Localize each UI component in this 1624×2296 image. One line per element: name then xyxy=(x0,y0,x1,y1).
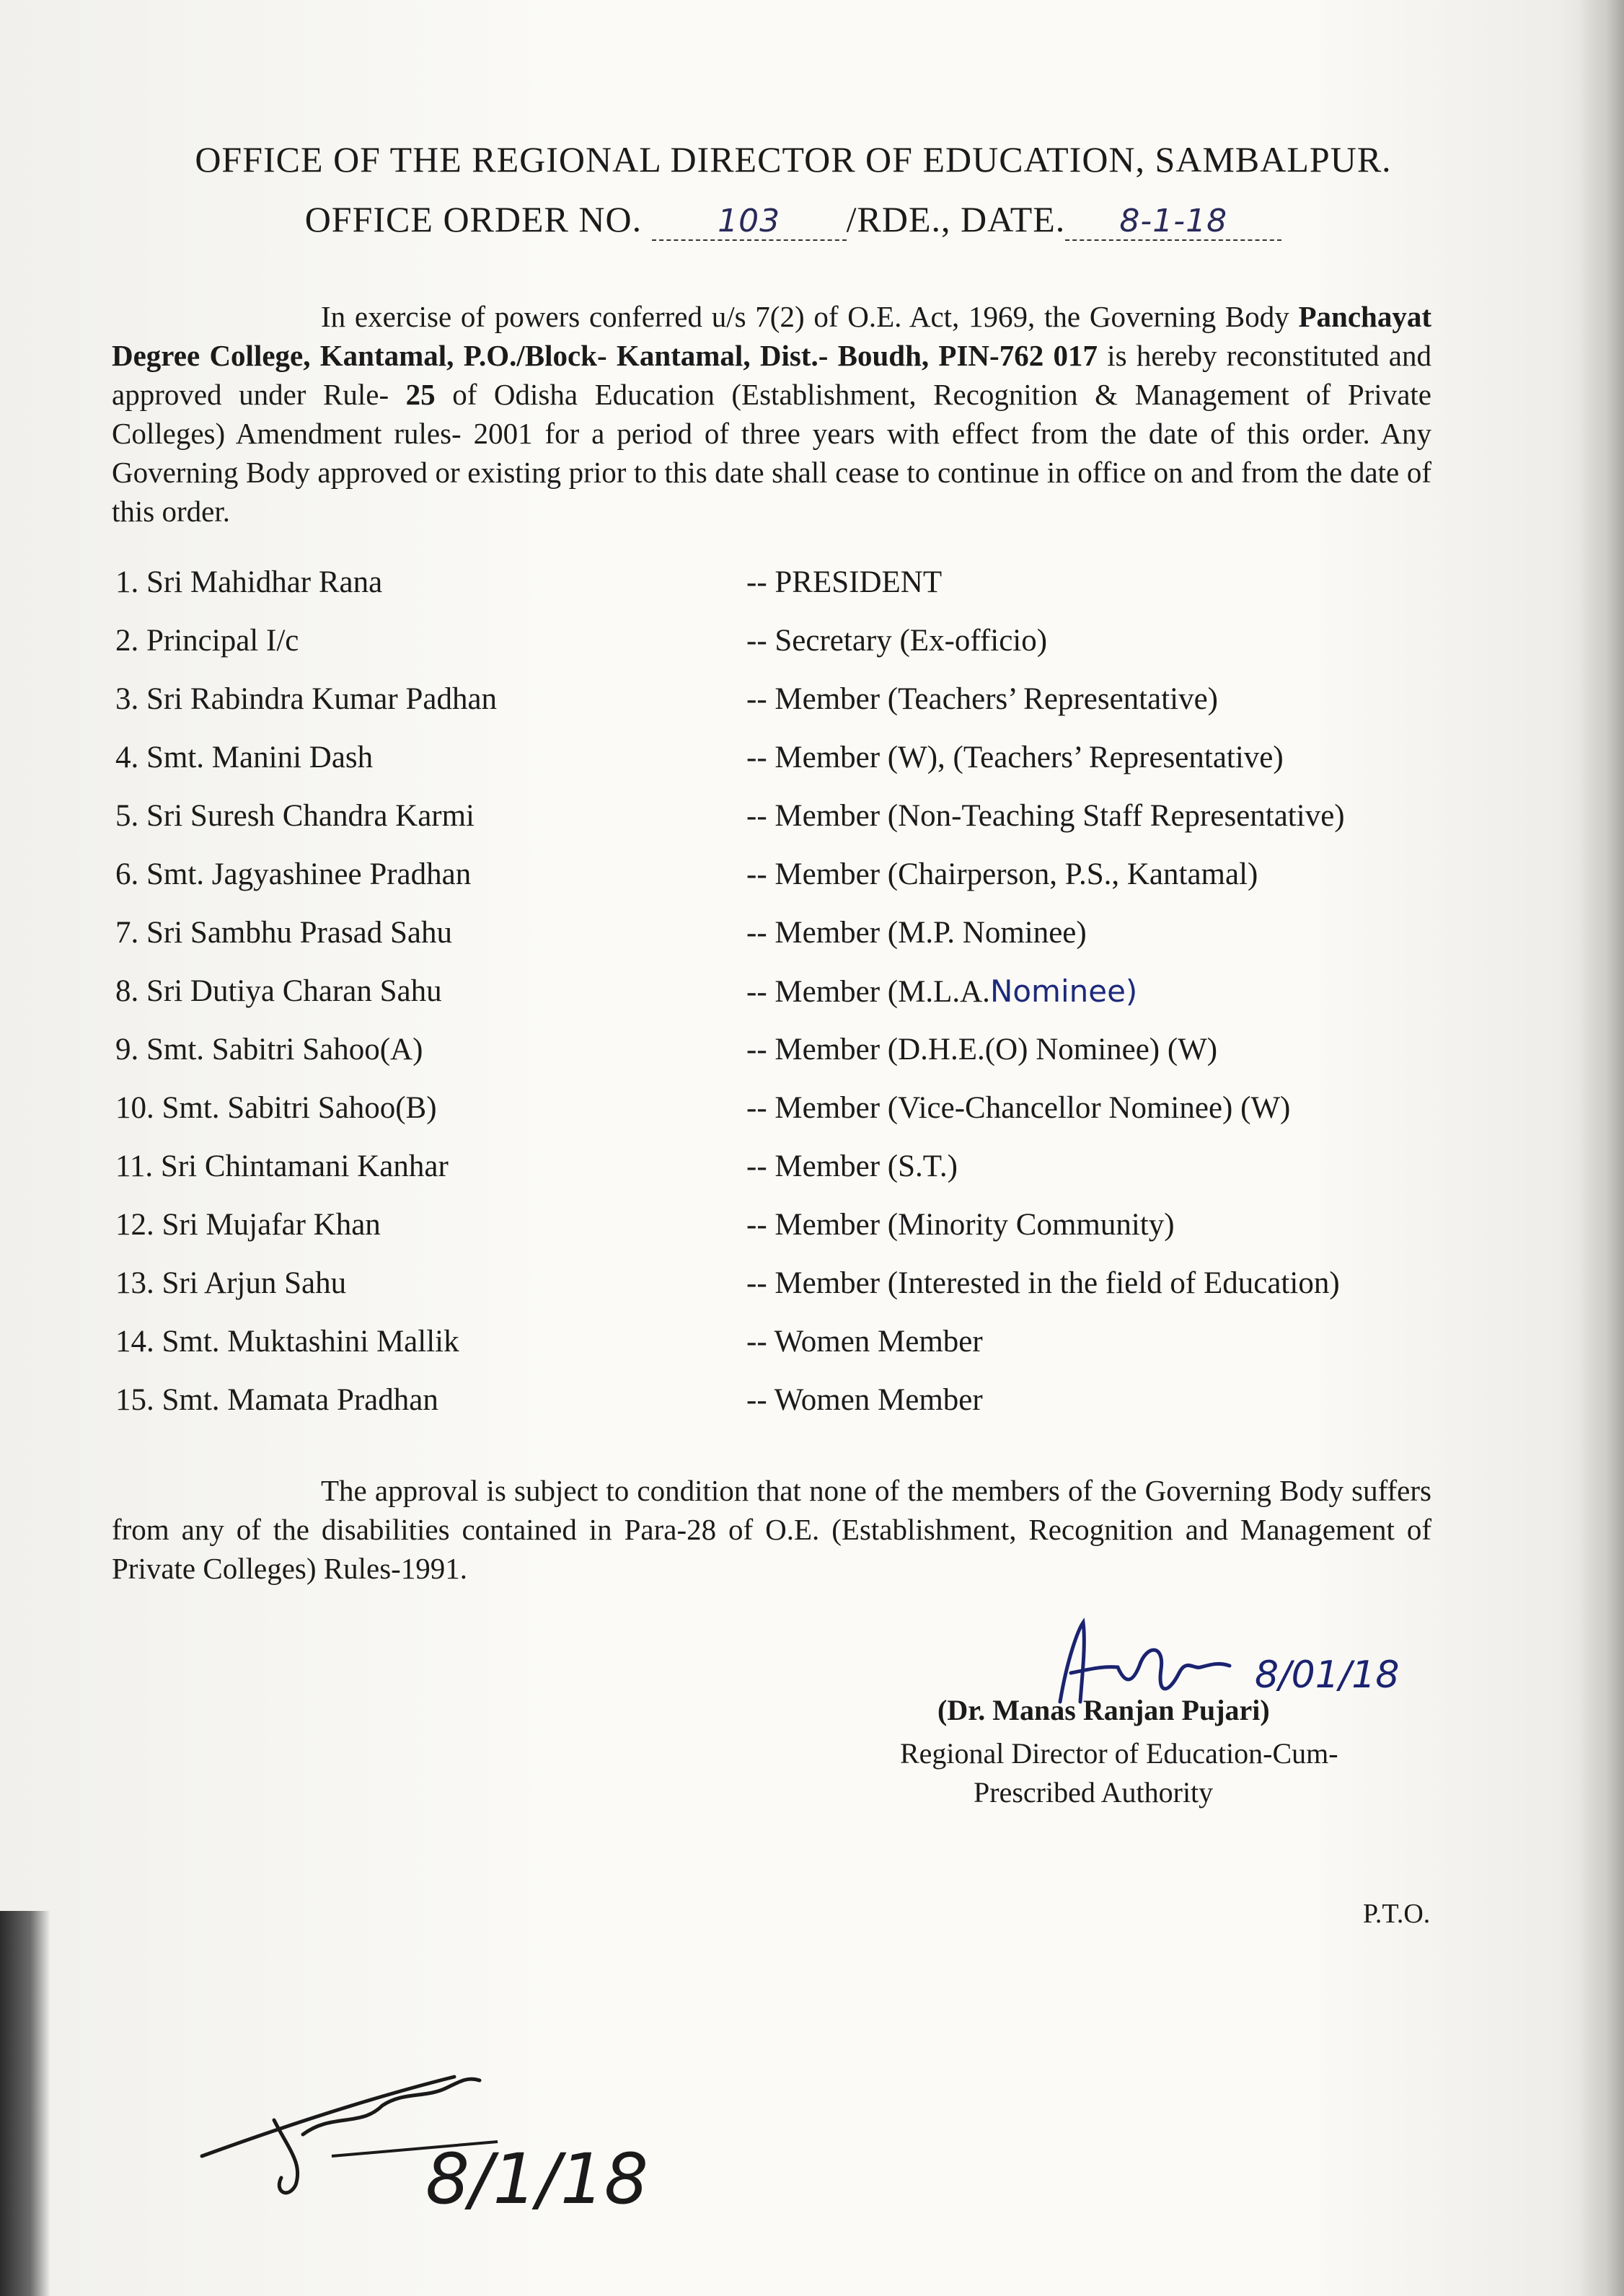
member-name: 8. Sri Dutiya Charan Sahu xyxy=(115,974,442,1008)
member-name: 9. Smt. Sabitri Sahoo(A) xyxy=(115,1033,423,1067)
list-item xyxy=(115,1149,1486,1207)
receipt-date: 8/1/18 xyxy=(425,2139,648,2220)
list-item xyxy=(115,1382,1486,1441)
pto-label: P.T.O. xyxy=(1363,1899,1431,1929)
member-name: 5. Sri Suresh Chandra Karmi xyxy=(115,799,475,833)
condition-text: The approval is subject to condition that none of the members of the Governing Body suffers from any of the disabilities contained in Para-28 of O.E. (Establishment, Recognition and Management of Private Colleges) Rules-1991. xyxy=(112,1474,1431,1585)
order-number-line xyxy=(108,198,1478,241)
member-name: 15. Smt. Mamata Pradhan xyxy=(115,1383,438,1417)
member-role: -- Member (M.P. Nominee) xyxy=(746,916,1087,950)
intro-after-college: is hereby reconstituted and approved under Rule- xyxy=(112,339,1431,411)
list-item xyxy=(115,740,1486,798)
receipt-signature xyxy=(195,2048,714,2221)
member-role: -- Women Member xyxy=(746,1383,983,1417)
signature-date: 8/01/18 xyxy=(1255,1653,1400,1697)
member-name: 13. Sri Arjun Sahu xyxy=(115,1266,347,1300)
list-item xyxy=(115,1266,1486,1324)
member-name: 10. Smt. Sabitri Sahoo(B) xyxy=(115,1091,437,1125)
intro-line1: In exercise of powers conferred u/s 7(2) of O.E. Act, 1969, the Governing Body xyxy=(321,300,1289,333)
list-item xyxy=(115,1090,1486,1149)
member-name: 4. Smt. Manini Dash xyxy=(115,741,374,774)
signatory-title: Regional Director of Education-Cum- xyxy=(900,1737,1338,1770)
intro-rest: of Odisha Education (Establishment, Recognition & Management of Private Colleges) Amendment rules- 2001 for a period of three years with effect from the date of this order. Any Governing Body approved or existing prior to this date shall cease to continue in office on and from the date of this order. xyxy=(112,378,1431,528)
member-role: -- Member (M.L.A. xyxy=(746,975,990,1009)
member-role: -- Women Member xyxy=(746,1325,983,1359)
intro-paragraph xyxy=(112,297,1431,531)
member-role: -- Member (D.H.E.(O) Nominee) (W) xyxy=(746,1033,1218,1067)
list-item xyxy=(115,565,1486,623)
member-name: 11. Sri Chintamani Kanhar xyxy=(115,1149,449,1183)
office-heading: OFFICE OF THE REGIONAL DIRECTOR OF EDUCATION, SAMBALPUR. xyxy=(195,139,1392,180)
order-mid: /RDE., DATE. xyxy=(846,199,1066,239)
list-item xyxy=(115,623,1486,681)
page-edge-shadow xyxy=(1579,0,1624,2296)
list-item xyxy=(115,798,1486,857)
handwritten-role: Nominee) xyxy=(989,973,1138,1009)
list-item xyxy=(115,1324,1486,1382)
member-role: -- PRESIDENT xyxy=(746,565,943,599)
member-list xyxy=(115,565,1486,1441)
condition-paragraph xyxy=(112,1471,1431,1588)
signatory-name: (Dr. Manas Ranjan Pujari) xyxy=(937,1694,1270,1726)
member-role: -- Member (Minority Community) xyxy=(746,1208,1175,1242)
order-number: 103 xyxy=(652,203,847,241)
member-name: 1. Sri Mahidhar Rana xyxy=(115,565,383,599)
list-item xyxy=(115,1207,1486,1266)
member-role: -- Secretary (Ex-officio) xyxy=(746,624,1048,658)
scan-shadow xyxy=(0,1911,50,2296)
member-role: -- Member (Teachers’ Representative) xyxy=(746,682,1218,716)
member-name: 12. Sri Mujafar Khan xyxy=(115,1208,381,1242)
member-role: -- Member (S.T.) xyxy=(746,1149,958,1183)
list-item xyxy=(115,1032,1486,1090)
member-name: 3. Sri Rabindra Kumar Padhan xyxy=(115,682,498,716)
list-item xyxy=(115,915,1486,973)
list-item xyxy=(115,973,1486,1032)
member-role: -- Member (Interested in the field of Education) xyxy=(746,1266,1340,1300)
member-role: -- Member (Vice-Chancellor Nominee) (W) xyxy=(746,1091,1291,1125)
rule-number: 25 xyxy=(405,378,436,411)
member-name: 14. Smt. Muktashini Mallik xyxy=(115,1325,459,1359)
member-role: -- Member (W), (Teachers’ Representative) xyxy=(746,741,1284,774)
member-role: -- Member (Chairperson, P.S., Kantamal) xyxy=(746,857,1258,891)
member-role: -- Member (Non-Teaching Staff Representative) xyxy=(746,799,1345,833)
order-prefix: OFFICE ORDER NO. xyxy=(304,199,643,239)
member-name: 7. Sri Sambhu Prasad Sahu xyxy=(115,916,453,950)
signatory-authority: Prescribed Authority xyxy=(974,1776,1214,1809)
list-item xyxy=(115,857,1486,915)
list-item xyxy=(115,681,1486,740)
college-name: Panchayat Degree College, Kantamal, P.O./Block- Kantamal, Dist.- Boudh, PIN-762 017 xyxy=(112,300,1432,372)
member-name: 6. Smt. Jagyashinee Pradhan xyxy=(115,857,472,891)
order-date: 8-1-18 xyxy=(1065,203,1281,241)
member-role-wrap xyxy=(746,973,1137,1010)
member-name: 2. Principal I/c xyxy=(115,624,299,658)
